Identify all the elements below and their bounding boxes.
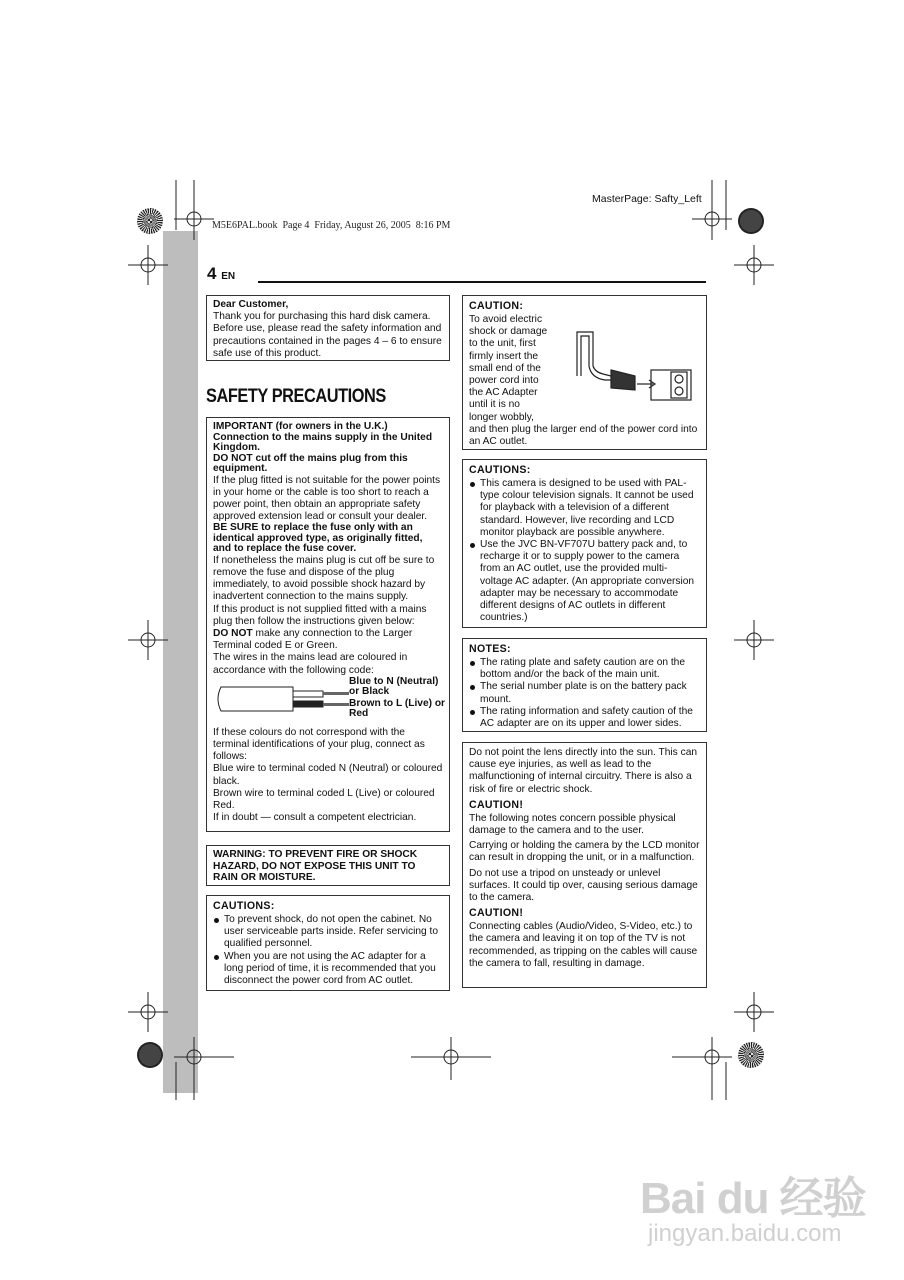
uk-bold-fuse: BE SURE to replace the fuse only with an identical approved type, as originally fitted, and to replace the fuse cover. <box>213 522 423 555</box>
caution-plug-title: CAUTION: <box>469 300 524 312</box>
bullet-icon <box>214 955 219 960</box>
uk-paragraph-4 <box>213 628 443 652</box>
safety-precautions-title: SAFETY PRECAUTIONS <box>206 386 386 407</box>
bullet-icon <box>214 918 219 923</box>
cautions-right-item-2: Use the JVC BN-VF707U battery pack and, to recharge it or to supply power to the camera from an AC outlet, use the provided multi-voltage AC adapter. (An appropriate conversion adapter may be necessary to accommodate different designs of AC outlets in different countries.) <box>480 539 695 624</box>
uk-do-not: DO NOT <box>213 628 253 640</box>
uk-paragraph-8: Brown wire to terminal coded L (Live) or coloured Red. <box>213 787 435 812</box>
warning-box <box>206 845 450 886</box>
uk-heading-3: DO NOT cut off the mains plug from this equipment. <box>213 452 408 474</box>
warning-text: WARNING: TO PREVENT FIRE OR SHOCK HAZARD, DO NOT EXPOSE THIS UNIT TO RAIN OR MOISTURE. <box>213 849 418 883</box>
list-item <box>469 681 700 705</box>
cautions-left-list <box>213 914 443 987</box>
wire-blue-label: Blue to N (Neutral) or Black <box>349 675 439 698</box>
lens-caution-title-1: CAUTION! <box>469 798 524 811</box>
notes-title: NOTES: <box>469 643 511 655</box>
list-item <box>213 914 443 951</box>
header-rule <box>258 281 706 283</box>
book-info: M5E6PAL.book Page 4 Friday, August 26, 2005 8:16 PM <box>212 220 451 231</box>
page-number-value: 4 <box>207 264 217 283</box>
caution-plug-lines <box>469 314 569 424</box>
cautions-right-item-1: This camera is designed to be used with PAL-type colour television signals. It cannot be used for playback with a television of a different standard. However, live recording and LCD monitor playback are possible anywhere. <box>480 478 694 538</box>
page-number <box>207 264 235 284</box>
uk-paragraph-2: If nonetheless the mains plug is cut off be sure to remove the fuse and dispose of the plug immediately, to avoid possible shock hazard by inadvertent connection to the mains supply. <box>213 554 435 603</box>
caution-plug-line-3: to the unit, first <box>469 338 536 350</box>
notes-item-1: The rating plate and safety caution are on the bottom and/or the back of the main unit. <box>480 657 686 681</box>
lens-paragraph-2: The following notes concern possible physical damage to the camera and to the user. <box>469 812 676 837</box>
power-cord-plug-icon <box>571 326 701 406</box>
caution-plug-line-1: To avoid electric <box>469 314 543 325</box>
dear-customer-title: Dear Customer, <box>213 299 289 310</box>
cautions-left-item-2: When you are not using the AC adapter for a long period of time, it is recommended that you disconnect the power cord from AC outlet. <box>224 950 436 987</box>
list-item <box>469 478 700 539</box>
caution-plug-line-5: small end of the <box>469 362 541 374</box>
uk-paragraph-1: If the plug fitted is not suitable for the power points in your home or the cable is too short to reach a power point, then obtain an appropriate safety approved extension lead or consult your dealer. <box>213 474 441 523</box>
uk-paragraph-3: If this product is not supplied fitted with a mains plug then follow the instructions given below: <box>213 603 427 627</box>
master-page-label: MasterPage: Safty_Left <box>592 193 702 205</box>
bullet-icon <box>470 661 475 666</box>
wire-illustration <box>213 681 351 725</box>
uk-heading-1: IMPORTANT (for owners in the U.K.) <box>213 421 388 432</box>
bullet-icon <box>470 685 475 690</box>
notes-list <box>469 657 700 730</box>
lens-paragraph-4: Do not use a tripod on unsteady or unlevel surfaces. It could tip over, causing serious damage to the camera. <box>469 867 698 904</box>
caution-plug-line-9: longer wobbly, <box>469 411 534 423</box>
wire-diagram <box>213 675 446 727</box>
bullet-icon <box>470 710 475 715</box>
page-lang: EN <box>221 271 236 282</box>
lens-caution-title-2: CAUTION! <box>469 907 524 920</box>
watermark <box>640 1150 870 1260</box>
list-item <box>213 951 443 988</box>
cautions-right-title: CAUTIONS: <box>469 464 531 476</box>
uk-paragraph-6: If these colours do not correspond with the terminal identifications of your plug, connect as follows: <box>213 726 425 763</box>
caution-plug-line-8: until it is no <box>469 399 520 411</box>
bullet-icon <box>470 543 475 548</box>
watermark-url: jingyan.baidu.com <box>648 1220 842 1247</box>
uk-paragraph-7: Blue wire to terminal coded N (Neutral) or coloured black. <box>213 763 443 787</box>
wire-brown-label: Brown to L (Live) or Red <box>349 697 446 720</box>
cautions-right-box <box>462 459 707 628</box>
list-item <box>469 657 700 681</box>
bullet-icon <box>470 482 475 487</box>
caution-plug-tail: and then plug the larger end of the power cord into an AC outlet. <box>469 423 698 448</box>
uk-paragraph-9: If in doubt — consult a competent electrician. <box>213 812 417 824</box>
lens-paragraph-5: Connecting cables (Audio/Video, S-Video, etc.) to the camera and leaving it on top of the TV is not recommended, as tripping on the cables will cause the camera to fall, resulting in damage. <box>469 921 698 969</box>
cautions-left-title: CAUTIONS: <box>213 900 275 912</box>
cautions-left-box <box>206 895 450 991</box>
caution-plug-line-4: firmly insert the <box>469 350 539 362</box>
cautions-left-item-1: To prevent shock, do not open the cabinet. No user serviceable parts inside. Refer servicing to qualified personnel. <box>224 914 439 950</box>
uk-mains-box <box>206 417 450 832</box>
notes-box <box>462 638 707 732</box>
list-item <box>469 706 700 730</box>
lens-paragraph-3: Carrying or holding the camera by the LCD monitor can result in dropping the unit, or in a malfunction. <box>469 840 700 864</box>
notes-item-3: The rating information and safety caution of the AC adapter are on its upper and lower sides. <box>480 705 693 730</box>
caution-plug-line-7: the AC Adapter <box>469 387 538 399</box>
list-item <box>469 539 700 624</box>
dear-customer-body: Thank you for purchasing this hard disk camera. Before use, please read the safety information and precautions contained in the pages 4 – 6 to ensure safe use of this product. <box>213 311 442 359</box>
caution-plug-line-6: power cord into <box>469 375 539 387</box>
notes-item-2: The serial number plate is on the battery pack mount. <box>480 681 687 705</box>
uk-paragraph-4-text: make any connection to the Larger Terminal coded E or Green. <box>213 628 413 652</box>
caution-plug-box <box>462 295 707 450</box>
lens-caution-box <box>462 742 707 988</box>
dear-customer-box <box>206 295 450 361</box>
watermark-brand: Bai du 经验 <box>640 1174 866 1223</box>
cautions-right-list <box>469 478 700 624</box>
caution-plug-line-2: shock or damage <box>469 326 548 338</box>
lens-paragraph-1: Do not point the lens directly into the sun. This can cause eye injuries, as well as lead to the malfunctioning of internal circuitry. There is also a risk of fire or electric shock. <box>469 747 698 795</box>
uk-paragraph-5: The wires in the mains lead are coloured in accordance with the following code: <box>213 652 408 676</box>
uk-heading-2: Connection to the mains supply in the United Kingdom. <box>213 431 433 453</box>
